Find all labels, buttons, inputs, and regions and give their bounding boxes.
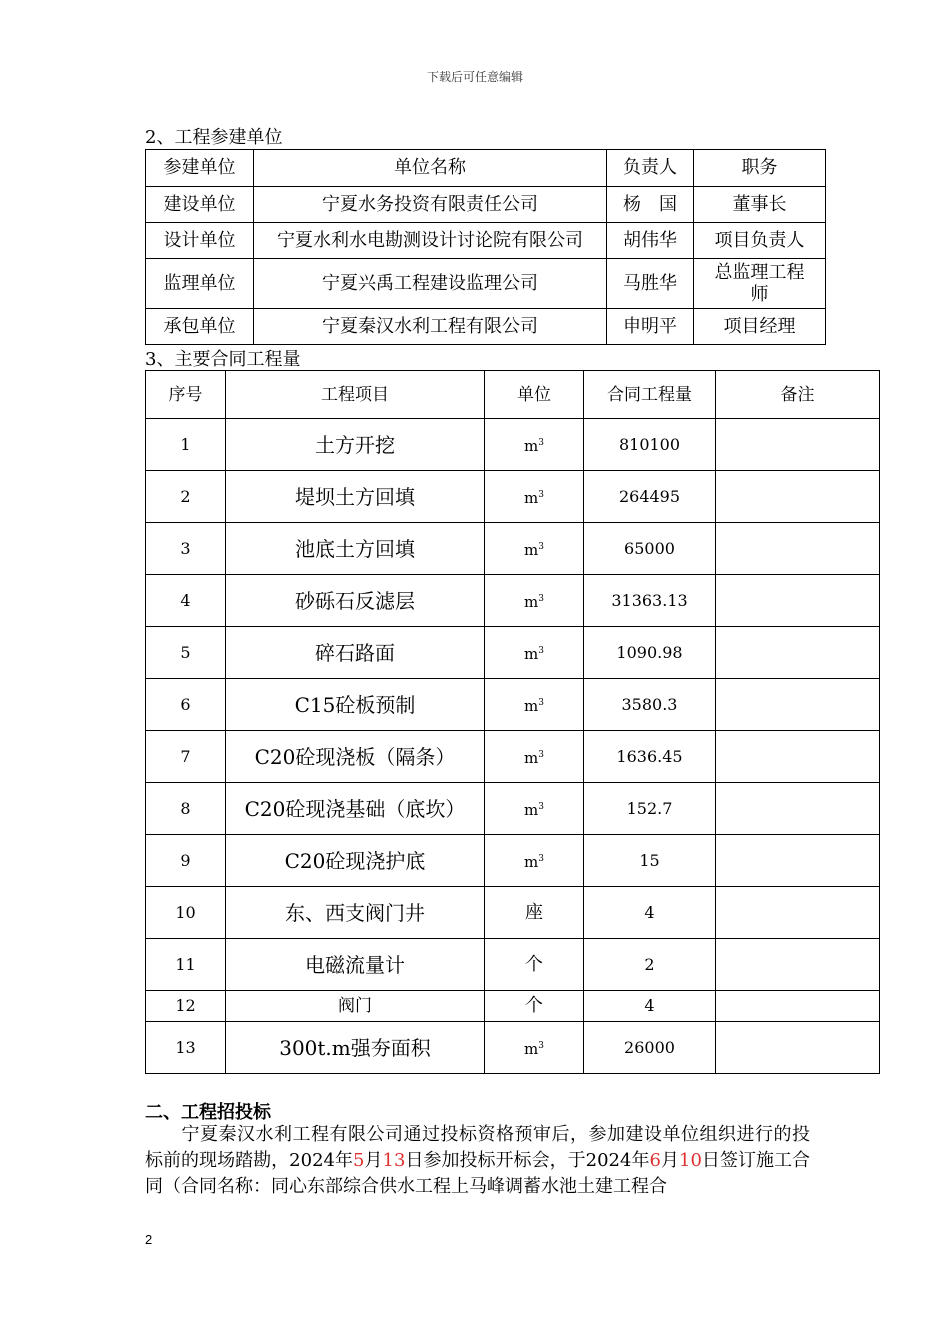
unit-cell <box>485 1022 584 1074</box>
item-cell: 堤坝土方回填 <box>226 471 485 523</box>
note-cell <box>716 939 880 991</box>
item-cell: 东、西支阀门井 <box>226 887 485 939</box>
unit-base: m <box>524 645 539 663</box>
unit-superscript: 3 <box>538 594 544 604</box>
role-cell: 设计单位 <box>146 223 254 259</box>
quantity-cell: 4 <box>584 991 716 1022</box>
item-cell: 碎石路面 <box>226 627 485 679</box>
quantity-cell: 65000 <box>584 523 716 575</box>
quantity-cell: 1636.45 <box>584 731 716 783</box>
unit-superscript: 3 <box>538 854 544 864</box>
item-cell: 电磁流量计 <box>226 939 485 991</box>
unit-base: m <box>524 593 539 611</box>
paragraph-text: 月 <box>660 1150 679 1171</box>
note-cell <box>716 575 880 627</box>
row-number-cell: 6 <box>146 679 226 731</box>
row-number-cell: 2 <box>146 471 226 523</box>
paragraph-text: 日参加投标开标会，于2024年 <box>405 1150 650 1171</box>
unit-base: m <box>524 1040 539 1058</box>
paragraph-text: 宁夏秦汉水利工程有限公司通过投标资格预审后，参加建设单位组织进行的投标前的现场踏勘，2024年 <box>145 1124 810 1171</box>
org-cell: 宁夏兴禹工程建设监理公司 <box>254 259 607 309</box>
table-row <box>146 731 880 783</box>
row-number-cell: 10 <box>146 887 226 939</box>
unit-cell: 个 <box>485 991 584 1022</box>
row-number-cell: 8 <box>146 783 226 835</box>
unit-superscript: 3 <box>538 802 544 812</box>
unit-superscript: 3 <box>538 542 544 552</box>
quantity-cell: 264495 <box>584 471 716 523</box>
quantity-cell: 152.7 <box>584 783 716 835</box>
header-cell: 备注 <box>716 371 880 419</box>
row-number-cell: 4 <box>146 575 226 627</box>
paragraph-text: 月 <box>364 1150 383 1171</box>
unit-superscript: 3 <box>538 698 544 708</box>
quantity-table-header <box>146 371 880 419</box>
table-row <box>146 887 880 939</box>
quantity-cell: 26000 <box>584 1022 716 1074</box>
table-row <box>146 419 880 471</box>
header-cell: 负责人 <box>607 150 694 187</box>
row-number-cell: 3 <box>146 523 226 575</box>
person-cell: 申明平 <box>607 309 694 345</box>
quantity-cell: 4 <box>584 887 716 939</box>
row-number-cell: 13 <box>146 1022 226 1074</box>
row-number-cell: 5 <box>146 627 226 679</box>
item-cell: 土方开挖 <box>226 419 485 471</box>
unit-base: m <box>524 853 539 871</box>
highlight-day: 10 <box>679 1150 702 1171</box>
note-cell <box>716 419 880 471</box>
header-cell: 参建单位 <box>146 150 254 187</box>
highlight-day: 13 <box>382 1150 406 1171</box>
note-cell <box>716 783 880 835</box>
row-number-cell: 11 <box>146 939 226 991</box>
note-cell <box>716 887 880 939</box>
unit-base: m <box>524 697 539 715</box>
unit-base: m <box>524 437 539 455</box>
header-note: 下载后可任意编辑 <box>426 70 523 84</box>
item-cell: 池底土方回填 <box>226 523 485 575</box>
table-row <box>146 309 826 345</box>
highlight-month: 5 <box>353 1150 365 1171</box>
table-row <box>146 1022 880 1074</box>
quantity-cell: 2 <box>584 939 716 991</box>
row-number-cell: 1 <box>146 419 226 471</box>
header-cell: 单位 <box>485 371 584 419</box>
person-cell: 胡伟华 <box>607 223 694 259</box>
section2-title: 2、工程参建单位 <box>145 127 283 148</box>
table-row <box>146 783 880 835</box>
note-cell <box>716 471 880 523</box>
highlight-month: 6 <box>649 1150 661 1171</box>
org-cell: 宁夏秦汉水利工程有限公司 <box>254 309 607 345</box>
org-cell: 宁夏水务投资有限责任公司 <box>254 187 607 223</box>
quantity-cell: 1090.98 <box>584 627 716 679</box>
item-cell: C20砼现浇基础（底坎） <box>226 783 485 835</box>
quantity-cell: 31363.13 <box>584 575 716 627</box>
org-cell: 宁夏水利水电勘测设计讨论院有限公司 <box>254 223 607 259</box>
table-row <box>146 939 880 991</box>
unit-superscript: 3 <box>538 1041 544 1051</box>
unit-cell <box>485 419 584 471</box>
item-cell: 阀门 <box>226 991 485 1022</box>
quantity-cell: 3580.3 <box>584 679 716 731</box>
item-cell: C20砼现浇护底 <box>226 835 485 887</box>
table-row <box>146 259 826 309</box>
person-cell: 马胜华 <box>607 259 694 309</box>
unit-cell <box>485 835 584 887</box>
header-cell: 序号 <box>146 371 226 419</box>
note-cell <box>716 835 880 887</box>
unit-cell: 座 <box>485 887 584 939</box>
position-cell: 总监理工程师 <box>694 259 826 309</box>
role-cell: 监理单位 <box>146 259 254 309</box>
row-number-cell: 12 <box>146 991 226 1022</box>
paragraph-text: 日签订施工合同（合同名称：同心东部综合供水工程上马峰调蓄水池土建工程合 <box>145 1150 811 1197</box>
item-cell: C20砼现浇板（隔条） <box>226 731 485 783</box>
note-cell <box>716 991 880 1022</box>
page-number: 2 <box>145 1232 153 1247</box>
unit-cell <box>485 523 584 575</box>
header-cell: 工程项目 <box>226 371 485 419</box>
table-row <box>146 679 880 731</box>
quantity-cell: 15 <box>584 835 716 887</box>
unit-superscript: 3 <box>538 646 544 656</box>
unit-cell <box>485 731 584 783</box>
unit-cell: 个 <box>485 939 584 991</box>
note-cell <box>716 679 880 731</box>
position-cell: 董事长 <box>694 187 826 223</box>
item-cell: C15砼板预制 <box>226 679 485 731</box>
unit-superscript: 3 <box>538 438 544 448</box>
table-row <box>146 627 880 679</box>
units-table-header <box>146 150 826 187</box>
item-cell: 砂砾石反滤层 <box>226 575 485 627</box>
table-row <box>146 187 826 223</box>
position-cell: 项目负责人 <box>694 223 826 259</box>
row-number-cell: 9 <box>146 835 226 887</box>
quantity-cell: 810100 <box>584 419 716 471</box>
unit-base: m <box>524 749 539 767</box>
role-cell: 承包单位 <box>146 309 254 345</box>
note-cell <box>716 627 880 679</box>
bidding-paragraph <box>145 1122 810 1200</box>
unit-superscript: 3 <box>538 750 544 760</box>
header-cell: 单位名称 <box>254 150 607 187</box>
item-cell: 300t.m强夯面积 <box>226 1022 485 1074</box>
unit-base: m <box>524 801 539 819</box>
unit-base: m <box>524 541 539 559</box>
unit-cell <box>485 679 584 731</box>
note-cell <box>716 731 880 783</box>
note-cell <box>716 1022 880 1074</box>
table-row <box>146 471 880 523</box>
person-cell: 杨 国 <box>607 187 694 223</box>
position-cell: 项目经理 <box>694 309 826 345</box>
quantity-table <box>145 370 880 1074</box>
unit-cell <box>485 627 584 679</box>
note-cell <box>716 523 880 575</box>
section3-title: 3、主要合同工程量 <box>145 349 301 370</box>
unit-cell <box>485 575 584 627</box>
table-row <box>146 523 880 575</box>
row-number-cell: 7 <box>146 731 226 783</box>
table-row <box>146 223 826 259</box>
unit-cell <box>485 471 584 523</box>
role-cell: 建设单位 <box>146 187 254 223</box>
chapter-title: 二、工程招投标 <box>145 1102 271 1123</box>
unit-base: m <box>524 489 539 507</box>
header-cell: 合同工程量 <box>584 371 716 419</box>
unit-cell <box>485 783 584 835</box>
table-row <box>146 991 880 1022</box>
table-row <box>146 575 880 627</box>
unit-superscript: 3 <box>538 490 544 500</box>
units-table <box>145 149 826 345</box>
table-row <box>146 835 880 887</box>
header-cell: 职务 <box>694 150 826 187</box>
